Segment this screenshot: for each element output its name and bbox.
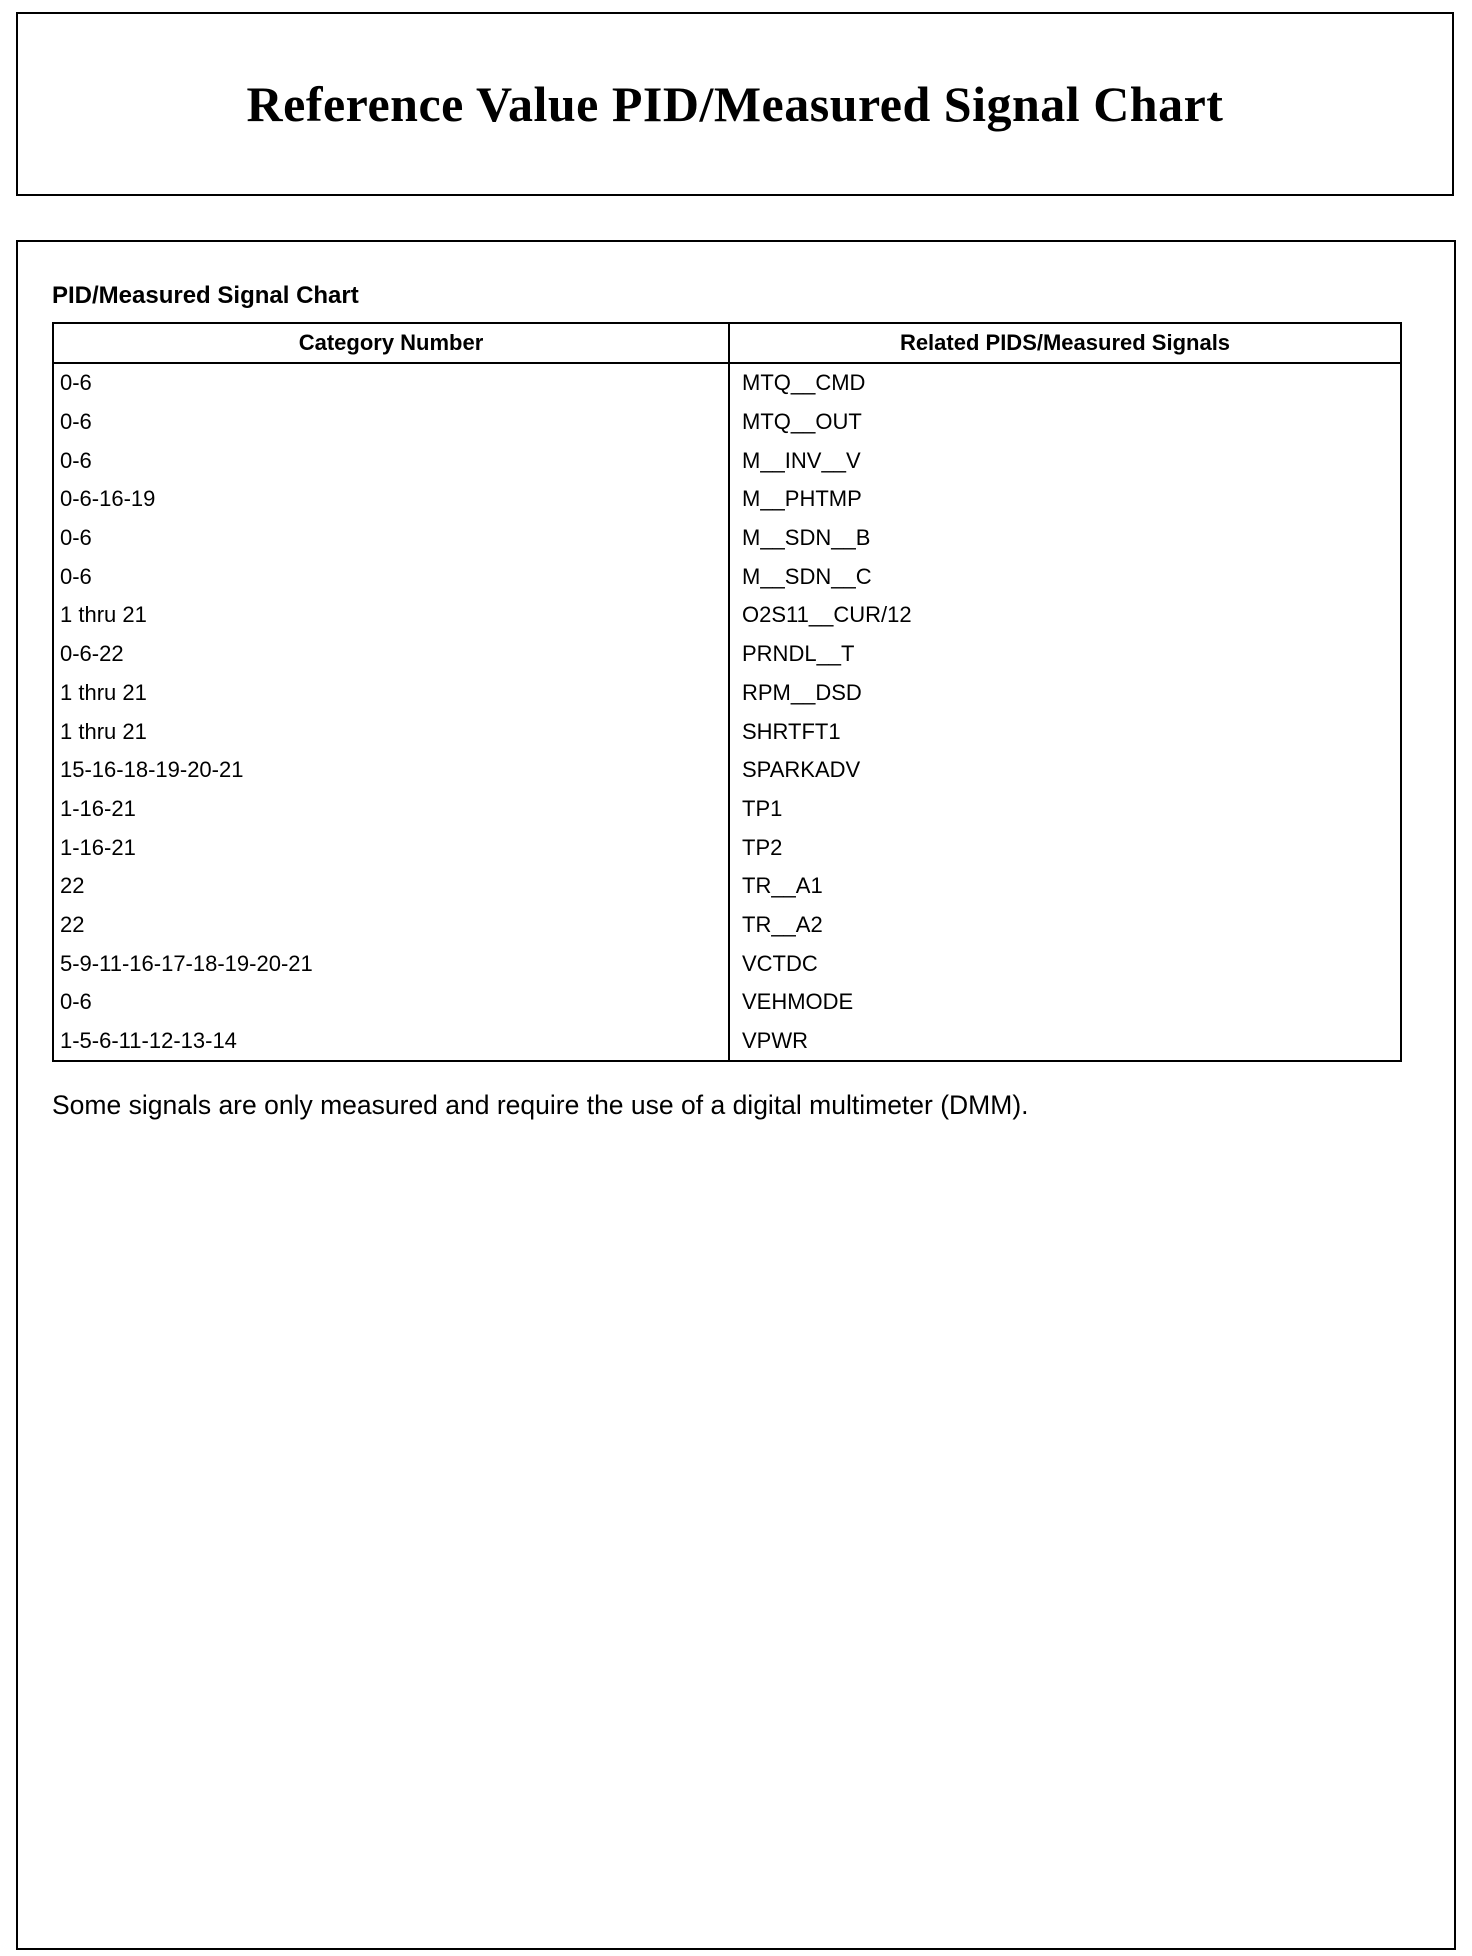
signal-cell: TR__A1 [742,873,823,899]
category-cell: 0-6-22 [53,635,729,674]
table-row [53,1022,1401,1062]
table-row [53,712,1401,751]
table-row [53,480,1401,519]
table-row [53,635,1401,674]
title-box [16,12,1454,196]
category-cell: 0-6 [53,441,729,480]
chart-heading: PID/Measured Signal Chart [52,282,359,309]
table-row [53,790,1401,829]
signal-cell: VEHMODE [742,989,854,1015]
table-row [53,403,1401,442]
signal-cell: TR__A2 [742,911,823,937]
signal-cell: MTQ__CMD [742,370,866,396]
footnote: Some signals are only measured and require the use of a digital multimeter (DMM). [52,1090,1029,1120]
category-cell: 0-6 [53,363,729,403]
category-cell: 15-16-18-19-20-21 [53,751,729,790]
category-cell: 0-6-16-19 [53,480,729,519]
table-row [53,363,1401,403]
category-cell: 0-6 [53,403,729,442]
signal-cell: SPARKADV [742,757,861,783]
table-row [53,596,1401,635]
category-cell: 1-16-21 [53,828,729,867]
page-title: Reference Value PID/Measured Signal Chart [246,76,1224,132]
category-cell: 1 thru 21 [53,596,729,635]
table-row [53,557,1401,596]
table-row [53,519,1401,558]
table-row [53,674,1401,713]
signal-cell: PRNDL__T [742,641,855,667]
signal-cell: M__INV__V [742,447,861,473]
signal-cell: O2S11__CUR/12 [742,602,912,628]
table-body [53,363,1401,1061]
category-cell: 0-6 [53,519,729,558]
content-box [16,240,1456,1950]
category-cell: 0-6 [53,983,729,1022]
signal-cell: RPM__DSD [742,679,862,705]
signal-cell: MTQ__OUT [742,409,862,435]
signal-cell: M__PHTMP [742,486,862,512]
category-cell: 5-9-11-16-17-18-19-20-21 [53,944,729,983]
signal-cell: TP1 [742,795,783,821]
category-cell: 22 [53,906,729,945]
signal-cell: SHRTFT1 [742,718,841,744]
category-cell: 1 thru 21 [53,712,729,751]
signal-cell: VPWR [742,1028,808,1054]
category-cell: 0-6 [53,557,729,596]
table-header-row [53,323,1401,363]
category-cell: 1-5-6-11-12-13-14 [53,1022,729,1062]
table-row [53,906,1401,945]
pid-signal-table [52,322,1402,1062]
column-header-category: Category Number [53,323,729,363]
category-cell: 22 [53,867,729,906]
category-cell: 1 thru 21 [53,674,729,713]
category-cell: 1-16-21 [53,790,729,829]
signal-cell: M__SDN__C [742,563,872,589]
signal-cell: M__SDN__B [742,525,871,551]
signal-cell: VCTDC [742,950,818,976]
table-row [53,867,1401,906]
column-header-signals: Related PIDS/Measured Signals [729,323,1401,363]
table-row [53,441,1401,480]
table-row [53,944,1401,983]
table-row [53,751,1401,790]
signal-cell: TP2 [742,834,783,860]
table-row [53,983,1401,1022]
table-row [53,828,1401,867]
